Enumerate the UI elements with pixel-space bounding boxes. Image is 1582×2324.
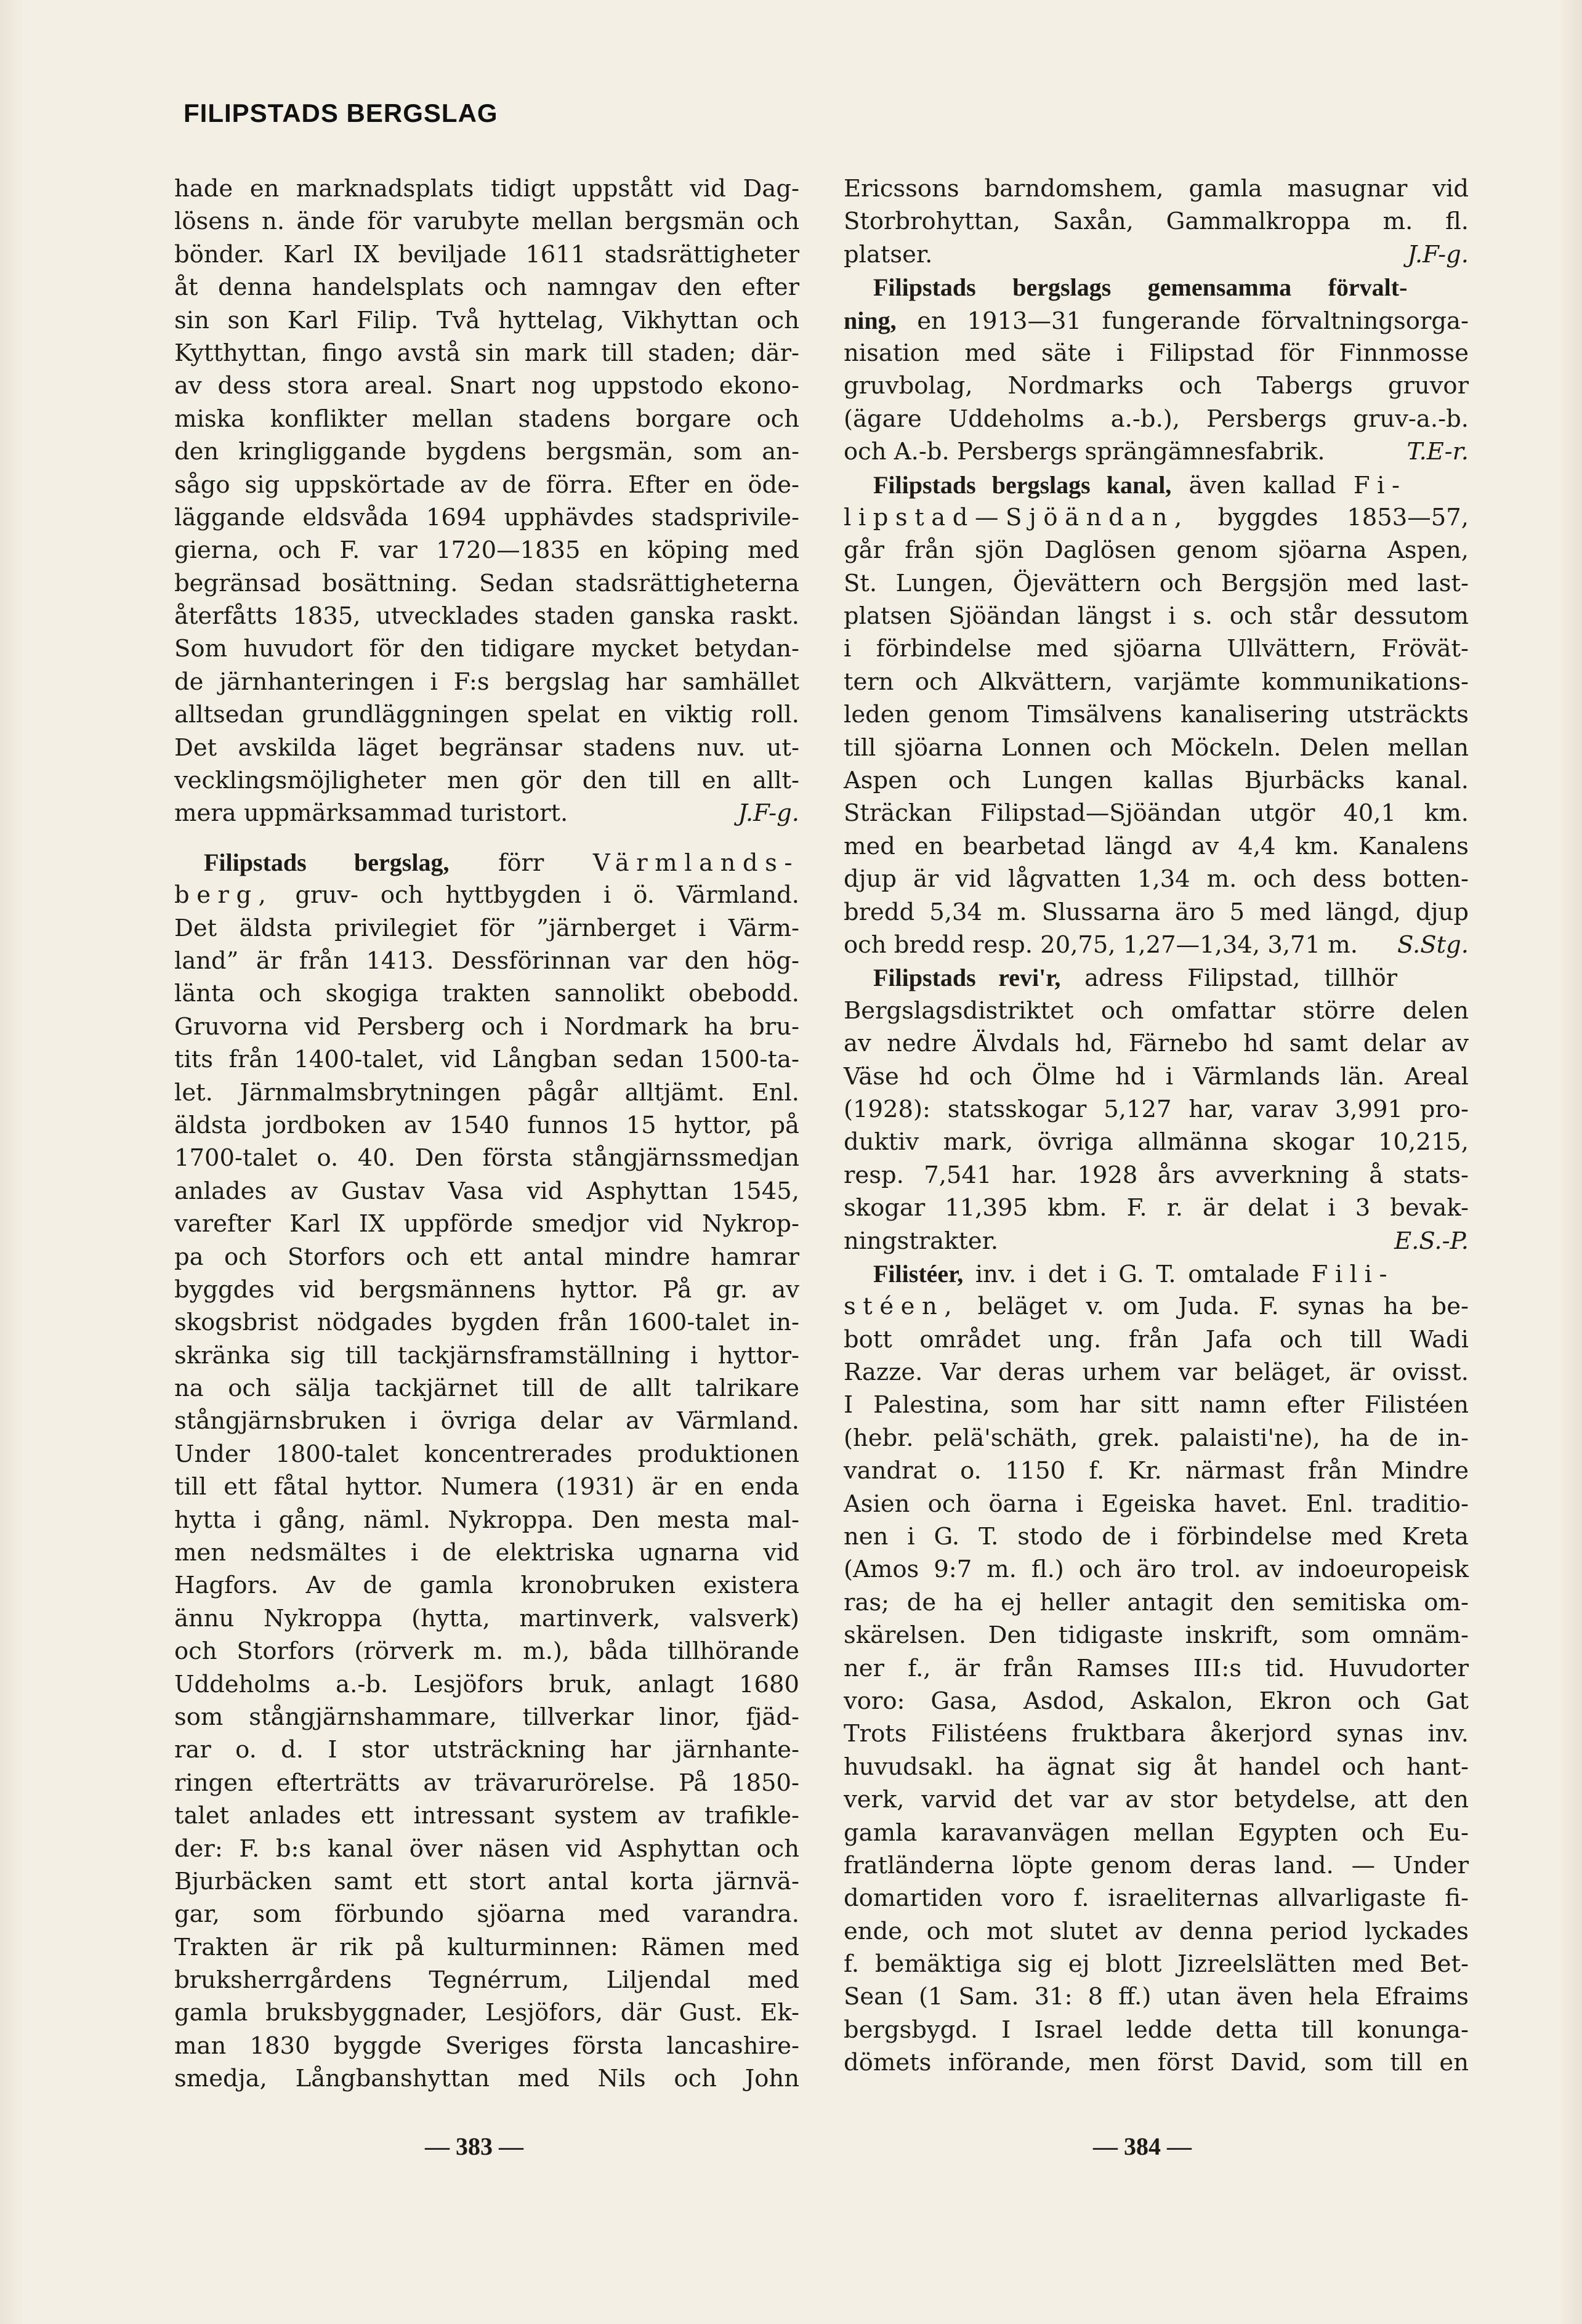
text-line <box>174 1273 799 1306</box>
line-text: rar o. d. I stor utsträckning har järnhante- <box>174 1736 799 1764</box>
line-text: Bergslagsdistriktet och omfattar större delen <box>844 996 1469 1025</box>
text-line <box>174 632 799 665</box>
line-text: (ägare Uddeholms a.-b.), Persbergs gruv-a.-b. <box>844 405 1469 433</box>
author-signature: J.F-g. <box>738 799 799 828</box>
line-text: alltsedan grundläggningen spelat en viktig roll. <box>174 701 799 729</box>
line-text: platser. <box>844 240 933 268</box>
line-text: Väse hd och Ölme hd i Värmlands län. Areal <box>844 1062 1469 1091</box>
line-text: går från sjön Daglösen genom sjöarna Aspen, <box>844 536 1469 565</box>
text-line <box>844 1455 1469 1487</box>
line-text: anlades av Gustav Vasa vid Asphyttan 1545, <box>174 1177 799 1205</box>
line-text: (1928): statsskogar 5,127 har, varav 3,991 pro- <box>844 1095 1469 1123</box>
text-line <box>174 764 799 797</box>
text-line <box>844 1192 1469 1224</box>
line-text: pa och Storfors och ett antal mindre hamrar <box>174 1243 799 1271</box>
line-text: av nedre Älvdals hd, Färnebo hd samt delar av <box>844 1030 1469 1058</box>
text-line <box>844 1783 1469 1816</box>
text-line <box>174 1109 799 1142</box>
line-text: vandrat o. 1150 f. Kr. närmast från Mindre <box>844 1457 1469 1485</box>
text-line <box>844 863 1469 895</box>
line-text: förr <box>449 849 593 877</box>
line-text: mera uppmärksammad turistort. <box>174 799 568 828</box>
text-line <box>174 1306 799 1339</box>
spaced-name: lipstad—Sjöändan, <box>844 503 1189 531</box>
text-line <box>844 929 1469 961</box>
text-line <box>174 271 799 304</box>
text-line <box>844 896 1469 929</box>
line-text: (hebr. pelä'schäth, grek. palaisti'ne), ha de in- <box>844 1424 1469 1452</box>
text-line <box>174 337 799 369</box>
line-text: ringen efterträtts av trävarurörelse. På 1850- <box>174 1769 799 1797</box>
text-line <box>174 977 799 1010</box>
line-text: Bjurbäcken samt ett stort antal korta järnvä- <box>174 1867 799 1895</box>
line-text: läggande eldsvåda 1694 upphävdes stadsprivile- <box>174 503 799 531</box>
text-line <box>844 1685 1469 1717</box>
line-text: gar, som förbundo sjöarna med varandra. <box>174 1900 799 1929</box>
left-column <box>174 172 799 2096</box>
line-text: skogsbrist nödgades bygden från 1600-talet in- <box>174 1309 799 1337</box>
text-line <box>844 1751 1469 1783</box>
text-line <box>174 1076 799 1109</box>
text-line <box>844 369 1469 402</box>
text-line <box>844 1093 1469 1126</box>
line-text: f. bemäktiga sig ej blott Jizreelslätten med Bet- <box>844 1950 1469 1979</box>
line-text: land” är från 1413. Dessförinnan var den hög- <box>174 946 799 975</box>
line-text: beläget v. om Juda. F. synas ha be- <box>959 1293 1469 1321</box>
line-text: en 1913—31 fungerande förvaltningsorga- <box>896 307 1469 335</box>
line-text: Hagfors. Av de gamla kronobruken existera <box>174 1572 799 1600</box>
text-line <box>174 403 799 435</box>
line-text: dömets införande, men först David, som till en <box>844 2049 1469 2077</box>
line-text: bott området ung. från Jafa och till Wadi <box>844 1325 1469 1354</box>
text-line <box>174 1569 799 1602</box>
text-line <box>844 172 1469 205</box>
line-text: den kringliggande bygdens bergsmän, som an- <box>174 438 799 466</box>
line-text: byggdes 1853—57, <box>1189 503 1469 531</box>
page-number-right: — 384 — <box>1093 2132 1192 2160</box>
line-text: bredd 5,34 m. Slussarna äro 5 med längd, djup <box>844 898 1469 926</box>
line-text: Som huvudort för den tidigare mycket betydan- <box>174 635 799 663</box>
text-line <box>844 2014 1469 2046</box>
spaced-name: Fili- <box>1311 1260 1395 1288</box>
line-text: Uddeholms a.-b. Lesjöfors bruk, anlagt 1680 <box>174 1670 799 1698</box>
line-text: vecklingsmöjligheter men gör den till en allt- <box>174 767 799 795</box>
entry-headword: Filistéer, <box>873 1259 964 1288</box>
text-line <box>174 1898 799 1931</box>
line-text: duktiv mark, övriga allmänna skogar 10,215, <box>844 1128 1469 1156</box>
entry-headword: Filipstads bergslag, <box>204 848 450 876</box>
line-text: I Palestina, som har sitt namn efter Filistéen <box>844 1391 1469 1419</box>
text-line <box>844 830 1469 863</box>
line-text: Kytthyttan, fingo avstå sin mark till staden; där- <box>174 339 799 367</box>
text-line <box>174 666 799 698</box>
text-line <box>174 567 799 600</box>
text-line <box>844 995 1469 1027</box>
line-text: sågo sig uppskörtade av de förra. Efter en öde- <box>174 470 799 499</box>
text-line <box>844 1060 1469 1093</box>
entry-headword: ning, <box>844 306 897 334</box>
line-text: bergsbygd. I Israel ledde detta till konunga- <box>844 2015 1469 2044</box>
text-line <box>844 337 1469 369</box>
line-text: äldsta jordboken av 1540 funnos 15 hyttor, på <box>174 1111 799 1139</box>
text-line <box>174 698 799 731</box>
author-signature: T.E-r. <box>1406 438 1469 466</box>
line-text: hade en marknadsplats tidigt uppstått vid Dag- <box>174 175 799 203</box>
text-line <box>844 403 1469 435</box>
text-line <box>174 945 799 977</box>
text-line <box>844 1520 1469 1553</box>
text-line <box>174 501 799 534</box>
line-text: talet anlades ett intressant system av trafikle- <box>174 1802 799 1830</box>
text-line <box>174 1931 799 1964</box>
text-line <box>174 1339 799 1372</box>
text-line <box>844 1356 1469 1389</box>
text-line <box>844 1126 1469 1158</box>
line-text: lösens n. ände för varubyte mellan bergsmän och <box>174 208 799 236</box>
line-text: ras; de ha ej heller antagit den semitiska om- <box>844 1588 1469 1616</box>
text-line <box>844 1817 1469 1849</box>
line-text: St. Lungen, Öjevättern och Bergsjön med last- <box>844 569 1469 597</box>
line-text: skogar 11,395 kbm. F. r. är delat i 3 bevak- <box>844 1194 1469 1222</box>
line-text: Trots Filistéens fruktbara åkerjord synas inv. <box>844 1720 1469 1748</box>
line-text: Aspen och Lungen kallas Bjurbäcks kanal. <box>844 767 1469 795</box>
text-line <box>844 666 1469 698</box>
line-text: Sträckan Filipstad—Sjöändan utgör 40,1 km. <box>844 799 1469 828</box>
text-line <box>844 1159 1469 1192</box>
text-line <box>844 271 1469 304</box>
text-line <box>844 698 1469 731</box>
line-text: bruksherrgårdens Tegnérrum, Liljendal med <box>174 1966 799 1995</box>
text-line <box>174 1175 799 1208</box>
line-text: begränsad bosättning. Sedan stadsrättigheterna <box>174 569 799 597</box>
text-line <box>844 600 1469 632</box>
text-line <box>174 435 799 468</box>
text-line <box>174 205 799 238</box>
line-text: gruvbolag, Nordmarks och Tabergs gruvor <box>844 372 1469 400</box>
text-line <box>174 1011 799 1043</box>
line-text: bönder. Karl IX beviljade 1611 stadsrättigheter <box>174 240 799 268</box>
text-line <box>174 172 799 205</box>
text-line <box>174 1865 799 1898</box>
line-text: Trakten är rik på kulturminnen: Rämen med <box>174 1933 799 1961</box>
text-line <box>174 1438 799 1471</box>
line-text: och bredd resp. 20,75, 1,27—1,34, 3,71 m. <box>844 930 1358 959</box>
spaced-name: Fi- <box>1353 471 1407 499</box>
line-text: hytta i gång, näml. Nykroppa. Den mesta mal- <box>174 1506 799 1534</box>
text-line <box>174 1536 799 1569</box>
line-text: skärelsen. Den tidigaste inskrift, som omnäm- <box>844 1621 1469 1650</box>
text-line <box>844 435 1469 468</box>
line-text: till ett fåtal hyttor. Numera (1931) är en enda <box>174 1473 799 1501</box>
line-text: ende, och mot slutet av denna period lyckades <box>844 1917 1469 1945</box>
line-text: domartiden voro f. israeliternas allvarligaste fi- <box>844 1884 1469 1913</box>
text-line <box>174 1996 799 2029</box>
line-text: man 1830 byggde Sveriges första lancashire- <box>174 2031 799 2060</box>
text-line <box>844 1619 1469 1652</box>
line-text: Ericssons barndomshem, gamla masugnar vid <box>844 175 1469 203</box>
line-text: även kallad <box>1171 471 1354 499</box>
text-line <box>844 1389 1469 1421</box>
text-line <box>844 1586 1469 1619</box>
running-head: FILIPSTADS BERGSLAG <box>184 99 498 127</box>
text-line <box>174 1405 799 1437</box>
line-text: miska konflikter mellan stadens borgare och <box>174 405 799 433</box>
text-line <box>844 1882 1469 1914</box>
line-text: de järnhanteringen i F:s bergslag har samhället <box>174 668 799 696</box>
text-line <box>174 1964 799 1996</box>
text-line <box>844 1488 1469 1520</box>
text-line <box>174 1701 799 1733</box>
line-text: leden genom Timsälvens kanalisering utsträckts <box>844 701 1469 729</box>
entry-headword: Filipstads bergslags gemensamma förvalt- <box>873 273 1408 302</box>
text-line <box>174 534 799 567</box>
text-line <box>174 912 799 945</box>
line-text: och Storfors (rörverk m. m.), båda tillhörande <box>174 1637 799 1666</box>
text-line <box>174 2062 799 2095</box>
text-line <box>174 1602 799 1635</box>
line-text: sin son Karl Filip. Två hyttelag, Vikhyttan och <box>174 306 799 334</box>
line-text: inv. i det i G. T. omtalade <box>963 1260 1312 1288</box>
text-line <box>844 1717 1469 1750</box>
text-line <box>844 1915 1469 1948</box>
line-text: 1700-talet o. 40. Den första stångjärnssmedjan <box>174 1144 799 1172</box>
line-text: Det avskilda läget begränsar stadens nuv. ut- <box>174 733 799 762</box>
text-line <box>174 732 799 764</box>
text-line <box>844 2046 1469 2079</box>
text-line <box>844 1553 1469 1586</box>
spaced-name: berg, <box>174 881 273 910</box>
text-line <box>174 469 799 501</box>
line-text: let. Järnmalmsbrytningen pågår alltjämt. Enl. <box>174 1078 799 1107</box>
text-line <box>174 1767 799 1799</box>
text-line <box>174 1799 799 1832</box>
line-text: gruv- och hyttbygden i ö. Värmland. <box>273 881 799 910</box>
text-line <box>174 1668 799 1701</box>
text-line <box>844 797 1469 829</box>
text-line <box>844 632 1469 665</box>
line-text: byggdes vid bergsmännens hyttor. På gr. av <box>174 1275 799 1304</box>
text-line <box>844 1323 1469 1356</box>
text-line <box>174 1241 799 1273</box>
text-line <box>174 2030 799 2062</box>
line-text: stångjärnsbruken i övriga delar av Värmland. <box>174 1407 799 1435</box>
entry-headword: Filipstads revi'r, <box>873 964 1061 992</box>
text-line <box>844 1225 1469 1257</box>
line-text: åt denna handelsplats och namngav den efter <box>174 273 799 302</box>
line-text: Storbrohyttan, Saxån, Gammalkroppa m. fl. <box>844 208 1469 236</box>
line-text: verk, varvid det var av stor betydelse, att den <box>844 1786 1469 1814</box>
text-line <box>174 369 799 402</box>
author-signature: J.F-g. <box>1407 240 1469 268</box>
text-line <box>844 1849 1469 1882</box>
line-text: gamla karavanvägen mellan Egypten och Eu- <box>844 1818 1469 1847</box>
line-text: adress Filipstad, tillhör <box>1060 964 1398 993</box>
right-column <box>844 172 1469 2080</box>
text-line <box>174 1504 799 1536</box>
line-text: Gruvorna vid Persberg och i Nordmark ha bru- <box>174 1012 799 1041</box>
line-text: Det äldsta privilegiet för ”järnberget i Värm- <box>174 914 799 942</box>
line-text: och A.-b. Persbergs sprängämnesfabrik. <box>844 438 1325 466</box>
text-line <box>174 1471 799 1503</box>
line-text: (Amos 9:7 m. fl.) och äro trol. av indoeuropeisk <box>844 1555 1469 1584</box>
line-text: Under 1800-talet koncentrerades produktionen <box>174 1440 799 1468</box>
text-line <box>174 238 799 271</box>
line-text: resp. 7,541 har. 1928 års avverkning å stats- <box>844 1161 1469 1189</box>
line-text: återfåtts 1835, utvecklades staden ganska raskt. <box>174 602 799 631</box>
line-text: med en bearbetad längd av 4,4 km. Kanalens <box>844 832 1469 860</box>
text-line <box>174 1043 799 1076</box>
line-text: djup är vid lågvatten 1,34 m. och dess botten- <box>844 865 1469 894</box>
line-text: Sean (1 Sam. 31: 8 ff.) utan även hela Efraims <box>844 1983 1469 2011</box>
entry-headword: Filipstads bergslags kanal, <box>873 470 1172 499</box>
paragraph-gap <box>174 830 799 846</box>
line-text: na och sälja tackjärnet till de allt talrikare <box>174 1374 799 1403</box>
spaced-name: Värmlands- <box>592 849 799 877</box>
text-line <box>174 846 799 879</box>
text-line <box>844 1027 1469 1060</box>
text-line <box>844 961 1469 994</box>
line-text: fratländerna löpte genom deras land. — Under <box>844 1851 1469 1879</box>
line-text: gierna, och F. var 1720—1835 en köping med <box>174 536 799 565</box>
line-text: av dess stora areal. Snart nog uppstodo ekono- <box>174 372 799 400</box>
page-number-left: — 383 — <box>425 2132 523 2160</box>
text-line <box>174 1833 799 1865</box>
text-line <box>174 1733 799 1766</box>
text-line <box>844 764 1469 797</box>
text-line <box>844 501 1469 534</box>
line-text: i förbindelse med sjöarna Ullvättern, Frövät- <box>844 635 1469 663</box>
line-text: men nedsmältes i de elektriska ugnarna vid <box>174 1539 799 1567</box>
line-text: länta och skogiga trakten sannolikt obebodd. <box>174 980 799 1008</box>
line-text: gamla bruksbyggnader, Lesjöfors, där Gust. Ek- <box>174 1999 799 2027</box>
text-line <box>844 1652 1469 1685</box>
author-signature: E.S.-P. <box>1394 1227 1469 1255</box>
text-line <box>174 304 799 337</box>
line-text: till sjöarna Lonnen och Möckeln. Delen mellan <box>844 733 1469 762</box>
line-text: ännu Nykroppa (hytta, martinverk, valsverk) <box>174 1604 799 1632</box>
line-text: der: F. b:s kanal över näsen vid Asphyttan och <box>174 1834 799 1863</box>
text-line <box>174 1208 799 1240</box>
line-text: skränka sig till tackjärnsframställning i hyttor- <box>174 1341 799 1370</box>
text-line <box>174 1142 799 1174</box>
text-line <box>844 304 1469 337</box>
text-line <box>844 1422 1469 1455</box>
text-line <box>844 534 1469 567</box>
text-line <box>844 205 1469 238</box>
text-line <box>174 1372 799 1405</box>
text-line <box>844 1980 1469 2013</box>
text-line <box>174 600 799 632</box>
text-line <box>844 238 1469 271</box>
author-signature: S.Stg. <box>1397 930 1469 959</box>
text-line <box>844 732 1469 764</box>
line-text: som stångjärnshammare, tillverkar linor, fjäd- <box>174 1703 799 1731</box>
line-text: Asien och öarna i Egeiska havet. Enl. traditio- <box>844 1490 1469 1518</box>
line-text: Razze. Var deras urhem var beläget, är ovisst. <box>844 1358 1469 1387</box>
line-text: tern och Alkvättern, varjämte kommunikations- <box>844 668 1469 696</box>
line-text: nisation med säte i Filipstad för Finnmosse <box>844 339 1469 367</box>
text-line <box>174 1635 799 1668</box>
text-line <box>844 1257 1469 1290</box>
text-line <box>844 1948 1469 1980</box>
spaced-name: stéen, <box>844 1293 959 1321</box>
line-text: voro: Gasa, Asdod, Askalon, Ekron och Gat <box>844 1687 1469 1715</box>
text-line <box>174 797 799 829</box>
line-text: huvudsakl. ha ägnat sig åt handel och hant- <box>844 1753 1469 1781</box>
text-line <box>844 1290 1469 1323</box>
line-text: varefter Karl IX uppförde smedjor vid Nykrop- <box>174 1210 799 1238</box>
text-line <box>174 879 799 911</box>
line-text: ningstrakter. <box>844 1227 999 1255</box>
line-text: smedja, Långbanshyttan med Nils och John <box>174 2065 799 2093</box>
line-text: tits från 1400-talet, vid Långban sedan 1500-ta- <box>174 1046 799 1074</box>
line-text: platsen Sjöändan längst i s. och står dessutom <box>844 602 1469 631</box>
text-line <box>844 567 1469 600</box>
text-line <box>844 469 1469 501</box>
line-text: ner f., är från Ramses III:s tid. Huvudorter <box>844 1654 1469 1682</box>
line-text: nen i G. T. stodo de i förbindelse med Kreta <box>844 1523 1469 1551</box>
